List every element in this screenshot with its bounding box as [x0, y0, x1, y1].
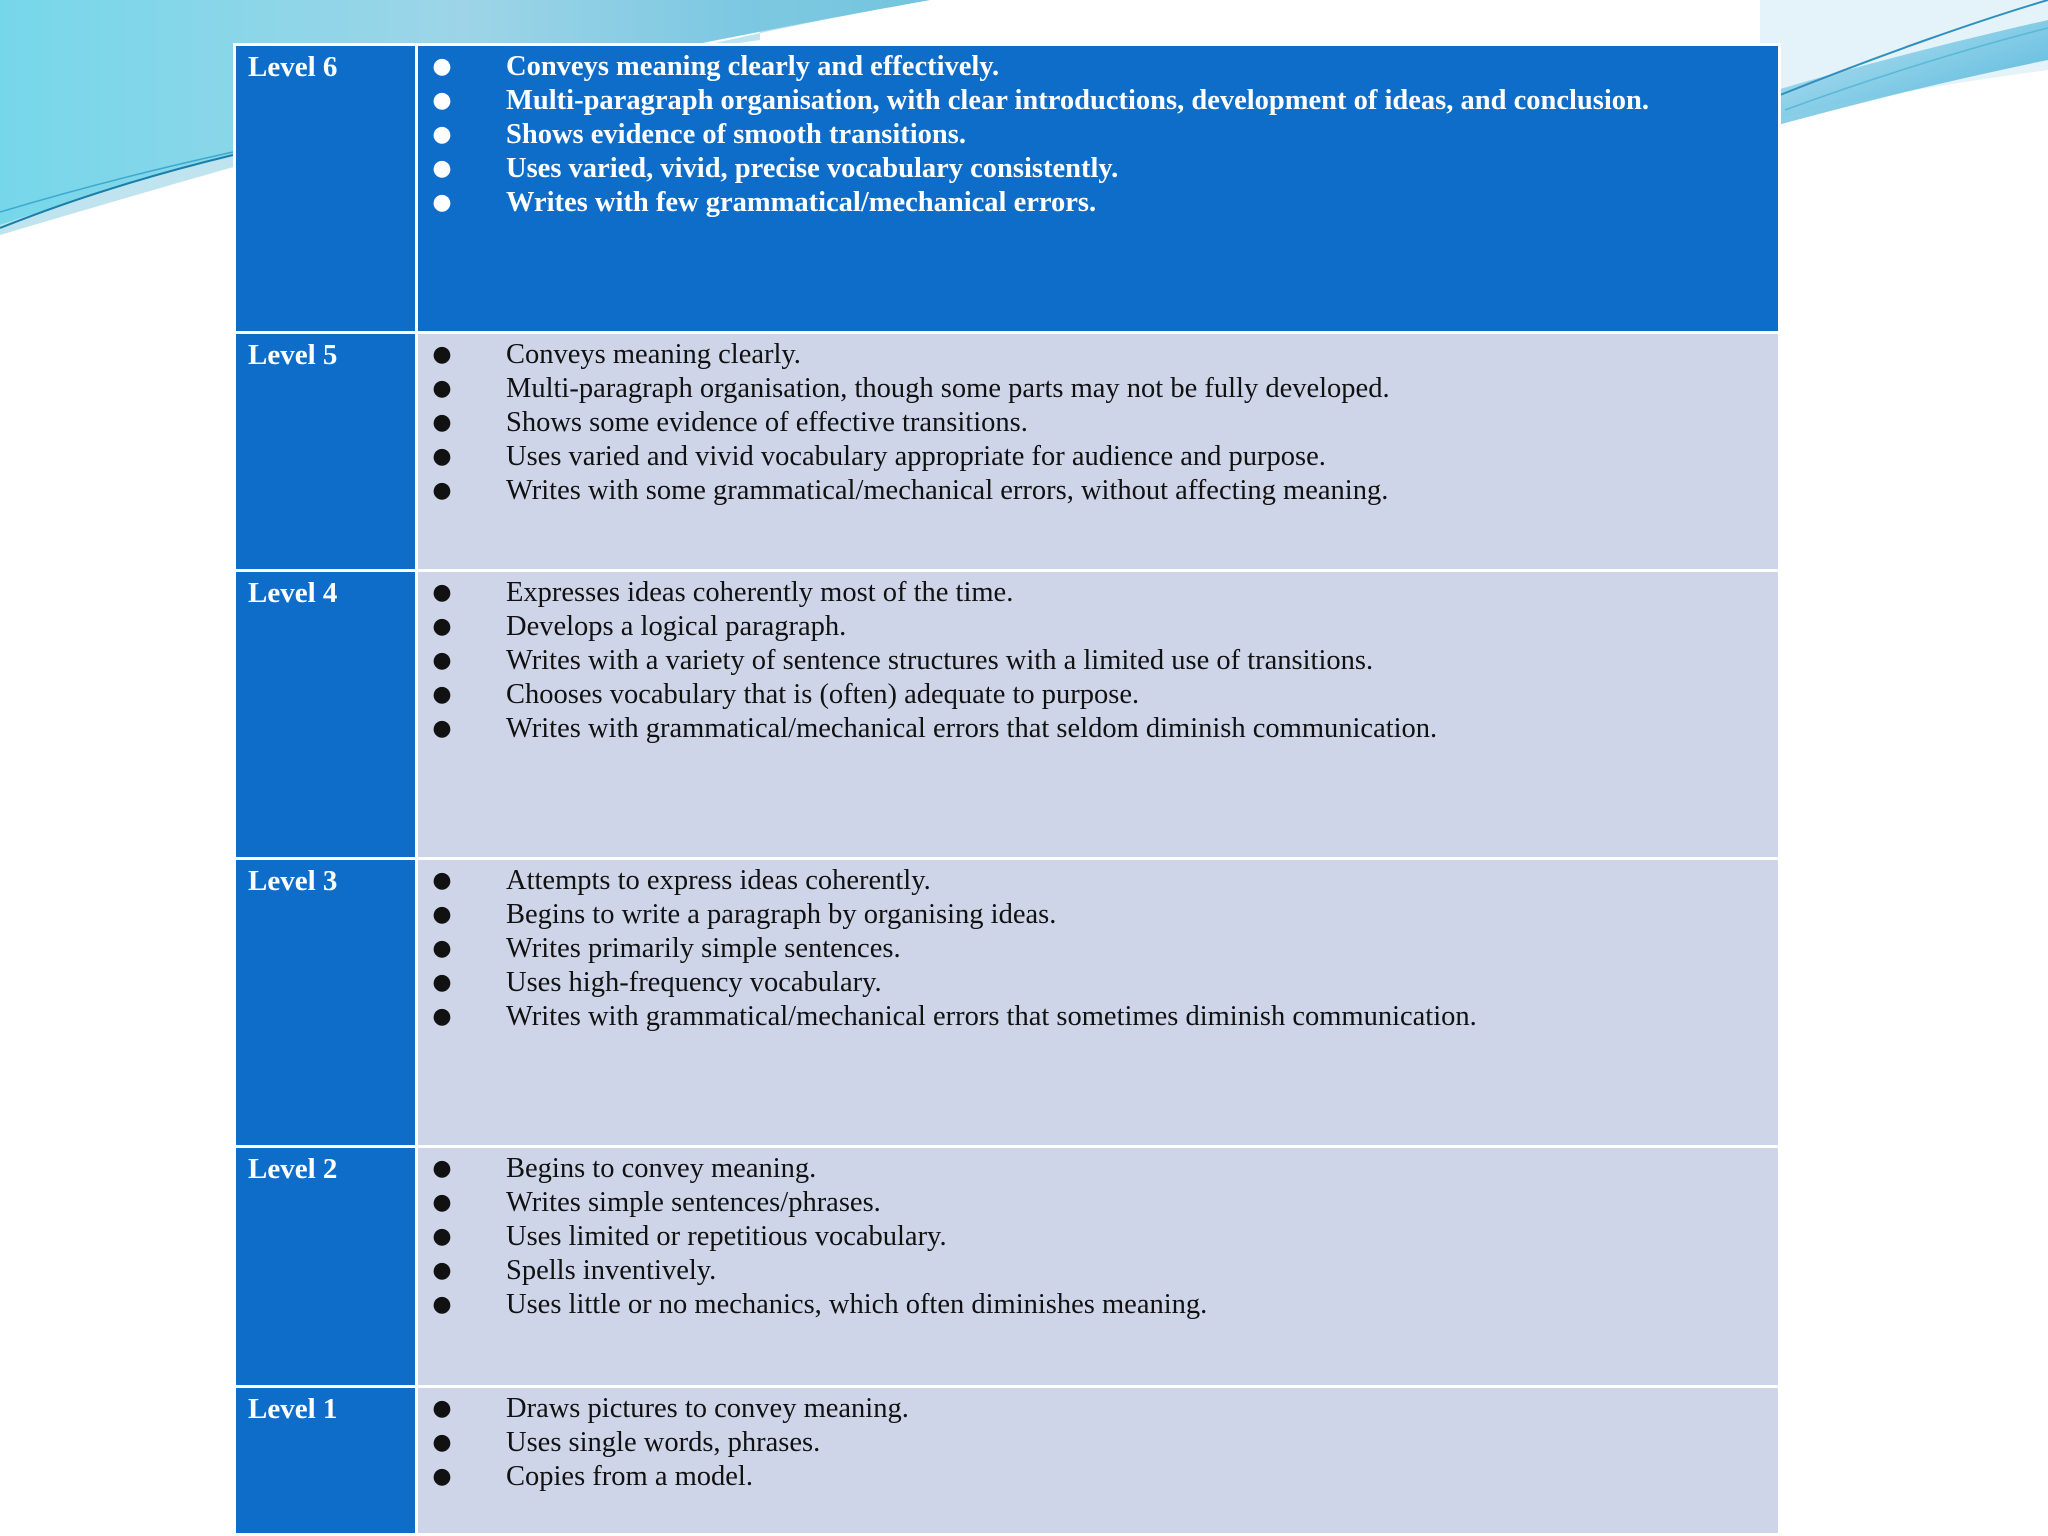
bullet-icon: ● — [432, 190, 452, 215]
criteria-text: Attempts to express ideas coherently. — [506, 865, 931, 896]
bullet-icon: ● — [432, 716, 452, 741]
criteria-item — [418, 898, 1778, 932]
criteria-item — [418, 152, 1778, 186]
bullet-icon: ● — [432, 1004, 452, 1029]
criteria-item — [418, 372, 1778, 406]
criteria-item — [418, 406, 1778, 440]
criteria-text: Writes with a variety of sentence structures with a limited use of transitions. — [506, 645, 1374, 676]
criteria-item — [418, 864, 1778, 898]
criteria-list — [418, 46, 1778, 220]
level-label: Level 6 — [235, 45, 417, 333]
criteria-item — [418, 118, 1778, 152]
criteria-list — [418, 1148, 1778, 1322]
criteria-item — [418, 1460, 1778, 1494]
rubric-row-level-1 — [235, 1387, 1780, 1535]
criteria-item — [418, 1254, 1778, 1288]
bullet-icon: ● — [432, 122, 452, 147]
criteria-item — [418, 50, 1778, 84]
criteria-text: Uses varied, vivid, precise vocabulary consistently. — [506, 153, 1119, 184]
criteria-item — [418, 712, 1778, 746]
bullet-icon: ● — [432, 1292, 452, 1317]
criteria-list — [418, 334, 1778, 508]
level-label: Level 1 — [235, 1387, 417, 1535]
rubric-row-level-4 — [235, 571, 1780, 859]
rubric-row-level-6 — [235, 45, 1780, 333]
criteria-item — [418, 474, 1778, 508]
level-label: Level 3 — [235, 859, 417, 1147]
level-label: Level 2 — [235, 1147, 417, 1387]
criteria-item — [418, 84, 1778, 118]
criteria-text: Expresses ideas coherently most of the time. — [506, 577, 1014, 608]
criteria-text: Uses single words, phrases. — [506, 1427, 821, 1458]
level-label: Level 4 — [235, 571, 417, 859]
criteria-item — [418, 644, 1778, 678]
bullet-icon: ● — [432, 410, 452, 435]
criteria-text: Writes with grammatical/mechanical errors that seldom diminish communication. — [506, 713, 1438, 744]
criteria-text: Conveys meaning clearly. — [506, 339, 801, 370]
criteria-text: Uses varied and vivid vocabulary appropriate for audience and purpose. — [506, 441, 1326, 472]
criteria-list — [418, 860, 1778, 1034]
criteria-text: Multi-paragraph organisation, though some parts may not be fully developed. — [506, 373, 1390, 404]
bullet-icon: ● — [432, 970, 452, 995]
bullet-icon: ● — [432, 682, 452, 707]
bullet-icon: ● — [432, 580, 452, 605]
criteria-text: Uses limited or repetitious vocabulary. — [506, 1221, 947, 1252]
criteria-list — [418, 572, 1778, 746]
criteria-text: Conveys meaning clearly and effectively. — [506, 51, 1000, 82]
level-description — [417, 859, 1780, 1147]
criteria-text: Draws pictures to convey meaning. — [506, 1393, 909, 1424]
bullet-icon: ● — [432, 868, 452, 893]
criteria-text: Uses high-frequency vocabulary. — [506, 967, 882, 998]
level-label: Level 5 — [235, 333, 417, 571]
bullet-icon: ● — [432, 1258, 452, 1283]
bullet-icon: ● — [432, 156, 452, 181]
criteria-text: Shows evidence of smooth transitions. — [506, 119, 966, 150]
level-description — [417, 1147, 1780, 1387]
criteria-text: Chooses vocabulary that is (often) adequate to purpose. — [506, 679, 1140, 710]
rubric-row-level-2 — [235, 1147, 1780, 1387]
bullet-icon: ● — [432, 342, 452, 367]
criteria-item — [418, 186, 1778, 220]
bullet-icon: ● — [432, 1224, 452, 1249]
rubric-body — [235, 45, 1780, 1535]
criteria-text: Shows some evidence of effective transitions. — [506, 407, 1028, 438]
bullet-icon: ● — [432, 648, 452, 673]
criteria-item — [418, 1392, 1778, 1426]
criteria-text: Writes with few grammatical/mechanical errors. — [506, 187, 1097, 218]
bullet-icon: ● — [432, 478, 452, 503]
criteria-item — [418, 966, 1778, 1000]
criteria-item — [418, 1426, 1778, 1460]
criteria-text: Develops a logical paragraph. — [506, 611, 847, 642]
criteria-text: Uses little or no mechanics, which often diminishes meaning. — [506, 1289, 1208, 1320]
level-description — [417, 1387, 1780, 1535]
bullet-icon: ● — [432, 376, 452, 401]
rubric-row-level-5 — [235, 333, 1780, 571]
criteria-item — [418, 440, 1778, 474]
criteria-text: Multi-paragraph organisation, with clear introductions, development of ideas, and conclusion. — [506, 85, 1649, 116]
bullet-icon: ● — [432, 1396, 452, 1421]
criteria-item — [418, 1288, 1778, 1322]
bullet-icon: ● — [432, 936, 452, 961]
bullet-icon: ● — [432, 54, 452, 79]
level-description — [417, 571, 1780, 859]
criteria-item — [418, 932, 1778, 966]
criteria-item — [418, 1152, 1778, 1186]
bullet-icon: ● — [432, 902, 452, 927]
criteria-item — [418, 678, 1778, 712]
level-description — [417, 45, 1780, 333]
bullet-icon: ● — [432, 88, 452, 113]
bullet-icon: ● — [432, 1190, 452, 1215]
rubric-row-level-3 — [235, 859, 1780, 1147]
criteria-text: Copies from a model. — [506, 1461, 753, 1492]
criteria-item — [418, 1000, 1778, 1034]
criteria-text: Begins to write a paragraph by organising ideas. — [506, 899, 1057, 930]
criteria-text: Writes with grammatical/mechanical errors that sometimes diminish communication. — [506, 1001, 1477, 1032]
criteria-item — [418, 1186, 1778, 1220]
criteria-text: Begins to convey meaning. — [506, 1153, 817, 1184]
criteria-item — [418, 576, 1778, 610]
bullet-icon: ● — [432, 1156, 452, 1181]
criteria-item — [418, 1220, 1778, 1254]
criteria-item — [418, 338, 1778, 372]
bullet-icon: ● — [432, 444, 452, 469]
criteria-list — [418, 1388, 1778, 1494]
criteria-text: Spells inventively. — [506, 1255, 717, 1286]
writing-rubric-table — [233, 43, 1781, 1536]
bullet-icon: ● — [432, 1430, 452, 1455]
criteria-item — [418, 610, 1778, 644]
criteria-text: Writes simple sentences/phrases. — [506, 1187, 881, 1218]
criteria-text: Writes primarily simple sentences. — [506, 933, 901, 964]
bullet-icon: ● — [432, 1464, 452, 1489]
criteria-text: Writes with some grammatical/mechanical errors, without affecting meaning. — [506, 475, 1389, 506]
level-description — [417, 333, 1780, 571]
bullet-icon: ● — [432, 614, 452, 639]
